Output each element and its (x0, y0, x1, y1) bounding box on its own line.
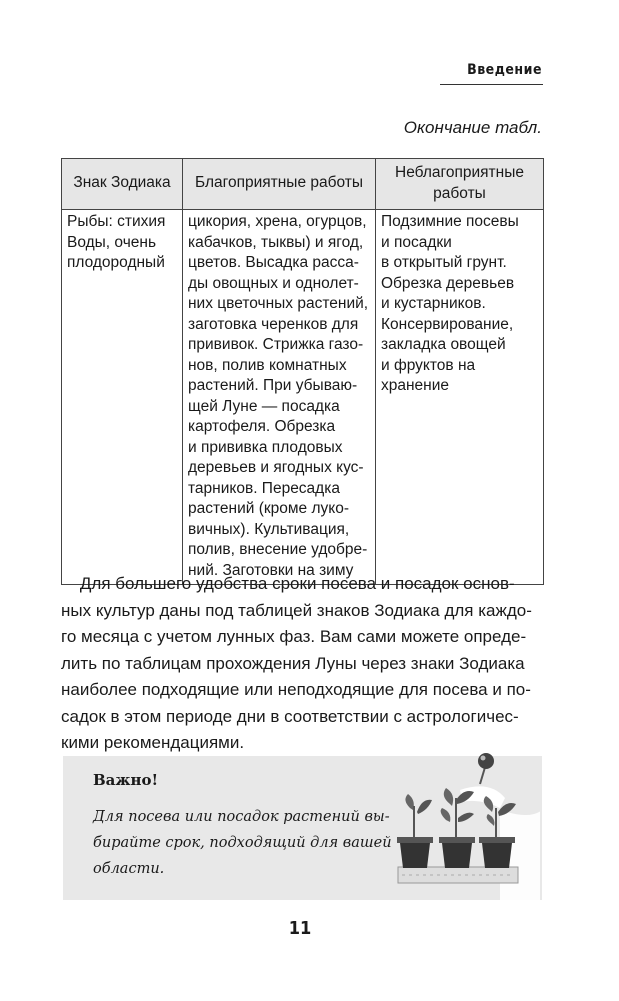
seedling-pot-icon (397, 794, 433, 868)
paragraph-line: го месяца с учетом лунных фаз. Вам сами можете опреде- (61, 627, 527, 646)
cell-sign: Рыбы: стихия Воды, очень плодородный (62, 210, 183, 585)
note-line: бирайте срок, подходящий для вашей (93, 835, 392, 851)
paragraph-line: Для большего удобства сроки посева и посадок основ- (61, 574, 515, 593)
seedling-pots-illustration (380, 750, 540, 900)
body-paragraph (61, 571, 545, 757)
table-header-row (62, 159, 544, 210)
paragraph-line: ных культур даны под таблицей знаков Зодиака для каждо- (61, 600, 532, 620)
header-cell-sign: Знак Зодиака (62, 159, 183, 210)
paragraph-line: кими рекомендациями. (61, 733, 245, 752)
note-title: Важно! (93, 771, 159, 789)
note-line: Для посева или посадок растений вы- (93, 809, 390, 825)
running-header-rule (440, 84, 543, 85)
cell-unfavorable: Подзимние посевы и посадки в открытый грунт. Обрезка деревьев и кустарников. Консервирование, закладка овощей и фруктов на хранение (376, 210, 544, 585)
header-cell-favorable: Благоприятные работы (183, 159, 376, 210)
zodiac-table (61, 158, 544, 585)
paragraph-line: наиболее подходящие или неподходящие для посева и по- (61, 680, 531, 699)
note-line: области. (93, 861, 165, 877)
paragraph-line: садок в этом периоде дни в соответствии с астрологичес- (61, 706, 519, 726)
cell-favorable: цикория, хрена, огурцов, кабачков, тыквы) и ягод, цветов. Высадка расса- ды овощных и однолет- них цветочных растений, заготовка черенков для прививок. Стрижка газо- нов, полив комнатных растений. При убываю- щей Луне — посадка картофеля. Обрезка и прививка плодовых деревьев и ягодных кус- тарников. Пересадка растений (кроме луко- вичных). Культивация, полив, внесение удобре- ний. Заготовки на зиму (183, 210, 376, 585)
page-number: 11 (288, 918, 312, 939)
paragraph-line: лить по таблицам прохождения Луны через знаки Зодиака (61, 653, 525, 673)
header-cell-unfavorable: Неблагоприятные работы (376, 159, 544, 210)
running-header-title: Введение (467, 62, 542, 78)
table-caption: Окончание табл. (403, 118, 542, 137)
table-row (62, 210, 544, 585)
note-text (93, 804, 393, 882)
